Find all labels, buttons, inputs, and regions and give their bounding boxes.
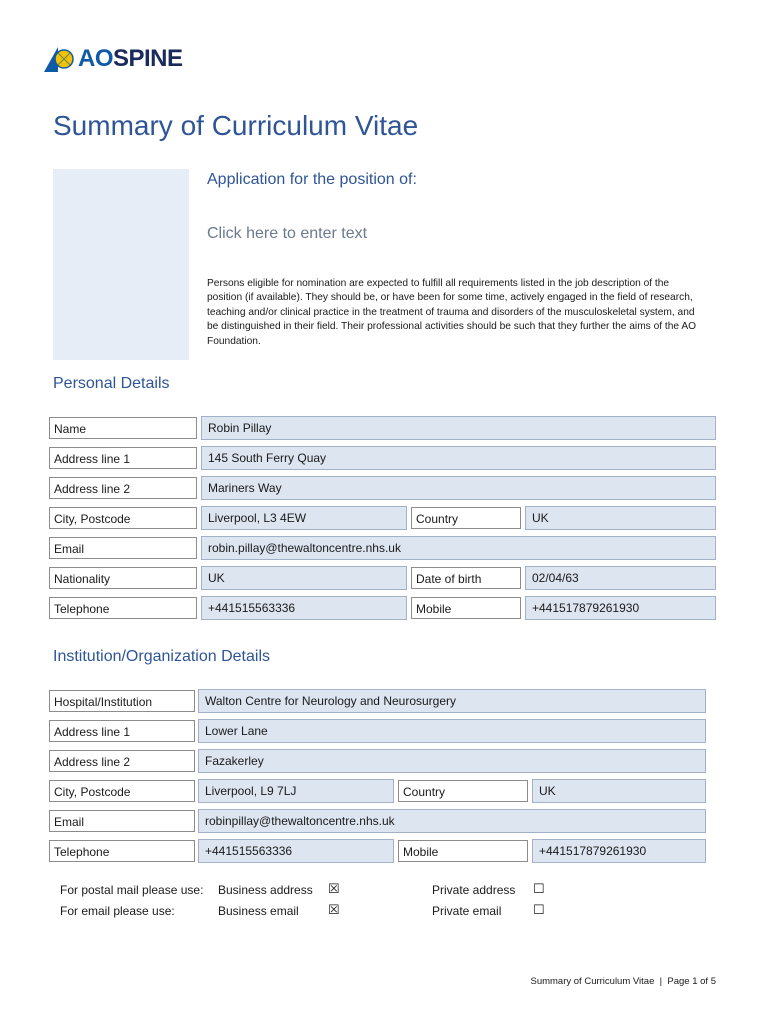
inst-address1-label: Address line 1 bbox=[49, 720, 195, 742]
private-address-option: Private address bbox=[432, 883, 516, 897]
address2-label: Address line 2 bbox=[49, 477, 197, 499]
nationality-field[interactable]: UK bbox=[201, 566, 407, 590]
address1-label: Address line 1 bbox=[49, 447, 197, 469]
photo-placeholder[interactable] bbox=[53, 169, 189, 360]
eligibility-text: Persons eligible for nomination are expected to fulfill all requirements listed in the job description of the position (if available). They should be, or have been for some time, actively engaged in the field of research, teaching and/or clinical practice in the treatment of trauma and disorders of the musculoskeletal system, and be distinguished in their field. Their professional activities should be such that they further the aims of the AO Foundation. bbox=[207, 278, 697, 347]
private-address-checkbox[interactable]: ☐ bbox=[533, 881, 545, 896]
inst-email-label: Email bbox=[49, 810, 195, 832]
inst-mobile-label: Mobile bbox=[398, 840, 528, 862]
postal-preference-label: For postal mail please use: bbox=[60, 883, 204, 897]
aospine-logo-text: AOSPINE bbox=[78, 45, 183, 72]
position-label: Application for the position of: bbox=[207, 171, 417, 188]
city-postcode-label: City, Postcode bbox=[49, 507, 197, 529]
inst-telephone-label: Telephone bbox=[49, 840, 195, 862]
inst-address2-field[interactable]: Fazakerley bbox=[198, 749, 706, 773]
inst-email-field[interactable]: robinpillay@thewaltoncentre.nhs.uk bbox=[198, 809, 706, 833]
name-label: Name bbox=[49, 417, 197, 439]
inst-city-postcode-field[interactable]: Liverpool, L9 7LJ bbox=[198, 779, 394, 803]
address1-field[interactable]: 145 South Ferry Quay bbox=[201, 446, 716, 470]
email-field[interactable]: robin.pillay@thewaltoncentre.nhs.uk bbox=[201, 536, 716, 560]
name-field[interactable]: Robin Pillay bbox=[201, 416, 716, 440]
page-footer: Summary of Curriculum Vitae | Page 1 of 5 bbox=[530, 976, 716, 987]
mobile-label: Mobile bbox=[411, 597, 521, 619]
business-address-option: Business address bbox=[218, 883, 313, 897]
position-input[interactable]: Click here to enter text bbox=[207, 225, 368, 242]
private-email-checkbox[interactable]: ☐ bbox=[533, 902, 545, 917]
telephone-label: Telephone bbox=[49, 597, 197, 619]
telephone-field[interactable]: +441515563336 bbox=[201, 596, 407, 620]
city-postcode-field[interactable]: Liverpool, L3 4EW bbox=[201, 506, 407, 530]
address2-field[interactable]: Mariners Way bbox=[201, 476, 716, 500]
inst-country-label: Country bbox=[398, 780, 528, 802]
email-preference-label: For email please use: bbox=[60, 904, 175, 918]
business-address-checkbox[interactable]: ☒ bbox=[328, 881, 340, 896]
page-title: Summary of Curriculum Vitae bbox=[53, 110, 419, 141]
inst-address1-field[interactable]: Lower Lane bbox=[198, 719, 706, 743]
email-label: Email bbox=[49, 537, 197, 559]
inst-city-postcode-label: City, Postcode bbox=[49, 780, 195, 802]
business-email-checkbox[interactable]: ☒ bbox=[328, 902, 340, 917]
business-email-option: Business email bbox=[218, 904, 299, 918]
aospine-logo bbox=[44, 44, 183, 74]
inst-mobile-field[interactable]: +441517879261930 bbox=[532, 839, 706, 863]
date-of-birth-field[interactable]: 02/04/63 bbox=[525, 566, 716, 590]
personal-details-heading: Personal Details bbox=[53, 375, 170, 392]
country-label: Country bbox=[411, 507, 521, 529]
date-of-birth-label: Date of birth bbox=[411, 567, 521, 589]
inst-address2-label: Address line 2 bbox=[49, 750, 195, 772]
institution-details-heading: Institution/Organization Details bbox=[53, 648, 270, 665]
private-email-option: Private email bbox=[432, 904, 502, 918]
hospital-label: Hospital/Institution bbox=[49, 690, 195, 712]
inst-telephone-field[interactable]: +441515563336 bbox=[198, 839, 394, 863]
hospital-field[interactable]: Walton Centre for Neurology and Neurosurgery bbox=[198, 689, 706, 713]
mobile-field[interactable]: +441517879261930 bbox=[525, 596, 716, 620]
nationality-label: Nationality bbox=[49, 567, 197, 589]
inst-country-field[interactable]: UK bbox=[532, 779, 706, 803]
country-field[interactable]: UK bbox=[525, 506, 716, 530]
aospine-logo-icon bbox=[44, 45, 76, 73]
